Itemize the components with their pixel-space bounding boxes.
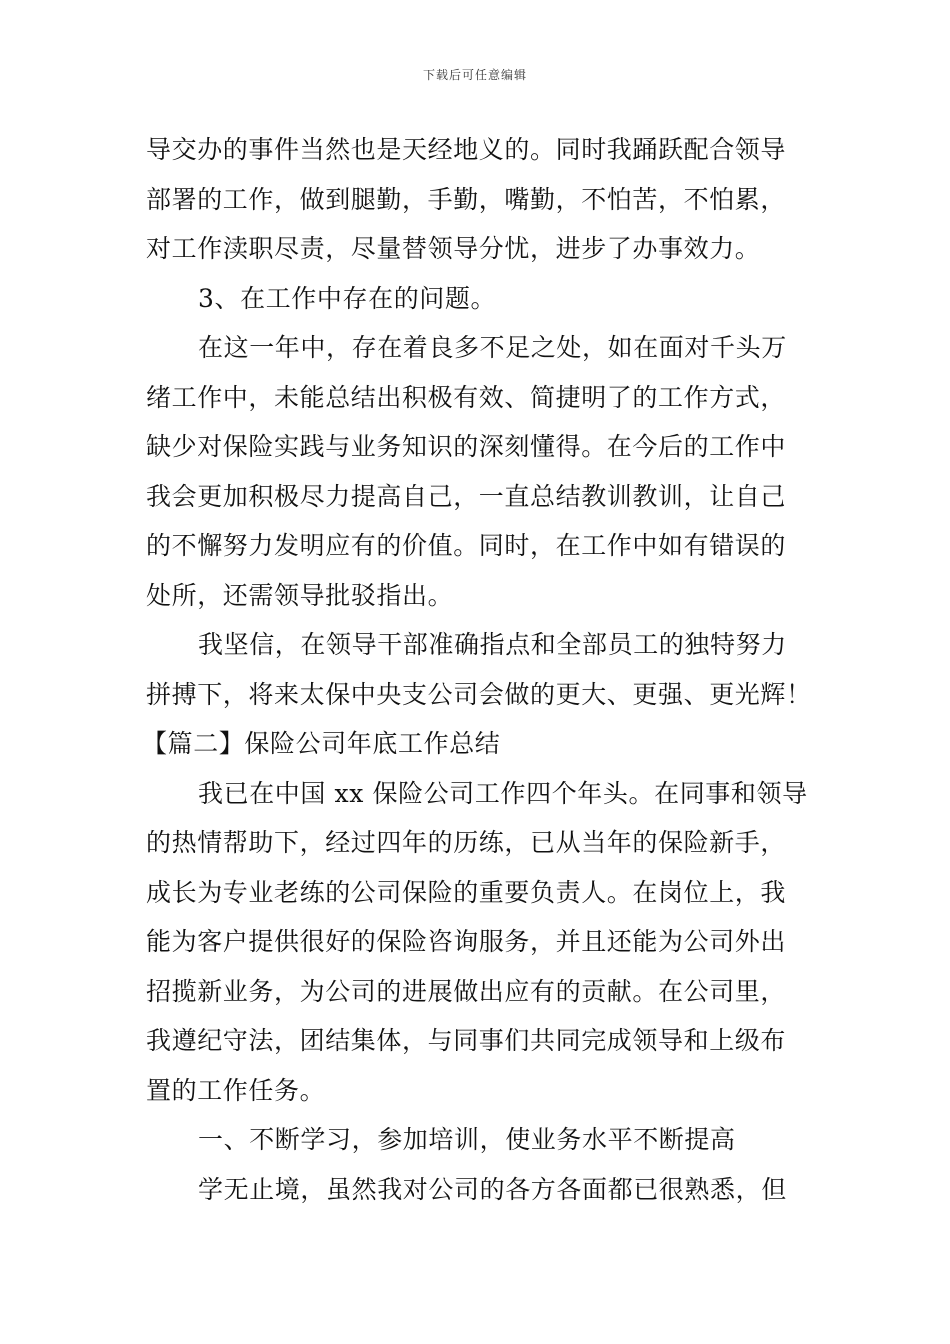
text-line: 置的工作任务。	[146, 1075, 326, 1105]
text-line: 我会更加积极尽力提高自己，一直总结教训教训，让自己	[146, 481, 787, 511]
text-line: 缺少对保险实践与业务知识的深刻懂得。在今后的工作中	[146, 432, 787, 461]
text-line: 学无止境，虽然我对公司的各方各面都已很熟悉，但	[198, 1174, 787, 1204]
text-line: 我坚信，在领导干部准确指点和全部员工的独特努力	[198, 630, 787, 659]
text-line: 导交办的事件当然也是天经地义的。同时我踊跃配合领导	[146, 135, 787, 164]
text-line: 招揽新业务，为公司的进展做出应有的贡献。在公司里，	[146, 976, 787, 1006]
text-line: 我已在中国 xx 保险公司工作四个年头。在同事和领导	[198, 778, 808, 808]
text-line: 能为客户提供很好的保险咨询服务，并且还能为公司外出	[146, 927, 787, 956]
text-line: 的热情帮助下，经过四年的历练，已从当年的保险新手，	[146, 828, 787, 857]
text-line: 绪工作中，未能总结出积极有效、简捷明了的工作方式，	[146, 382, 787, 412]
text-line: 处所，还需领导批驳指出。	[146, 580, 454, 610]
text-line: 部署的工作，做到腿勤，手勤，嘴勤，不怕苦，不怕累，	[146, 184, 787, 214]
section-heading: 3、在工作中存在的问题。	[198, 283, 497, 313]
chapter-title: 【篇二】保险公司年底工作总结	[142, 729, 501, 758]
section-heading: 一、不断学习，参加培训，使业务水平不断提高	[198, 1125, 736, 1154]
text-line: 拼搏下，将来太保中央支公司会做的更大、更强、更光辉！	[146, 679, 812, 709]
document-body	[142, 125, 812, 1214]
text-line: 我遵纪守法，团结集体，与同事们共同完成领导和上级布	[146, 1026, 787, 1055]
page-header: 下载后可任意编辑	[422, 68, 527, 82]
text-line: 成长为专业老练的公司保险的重要负责人。在岗位上，我	[146, 877, 787, 907]
text-line: 的不懈努力发明应有的价值。同时，在工作中如有错误的	[146, 531, 787, 560]
text-line: 在这一年中，存在着良多不足之处，如在面对千头万	[198, 333, 787, 362]
text-line: 对工作渎职尽责，尽量替领导分忧，进步了办事效力。	[146, 234, 761, 263]
